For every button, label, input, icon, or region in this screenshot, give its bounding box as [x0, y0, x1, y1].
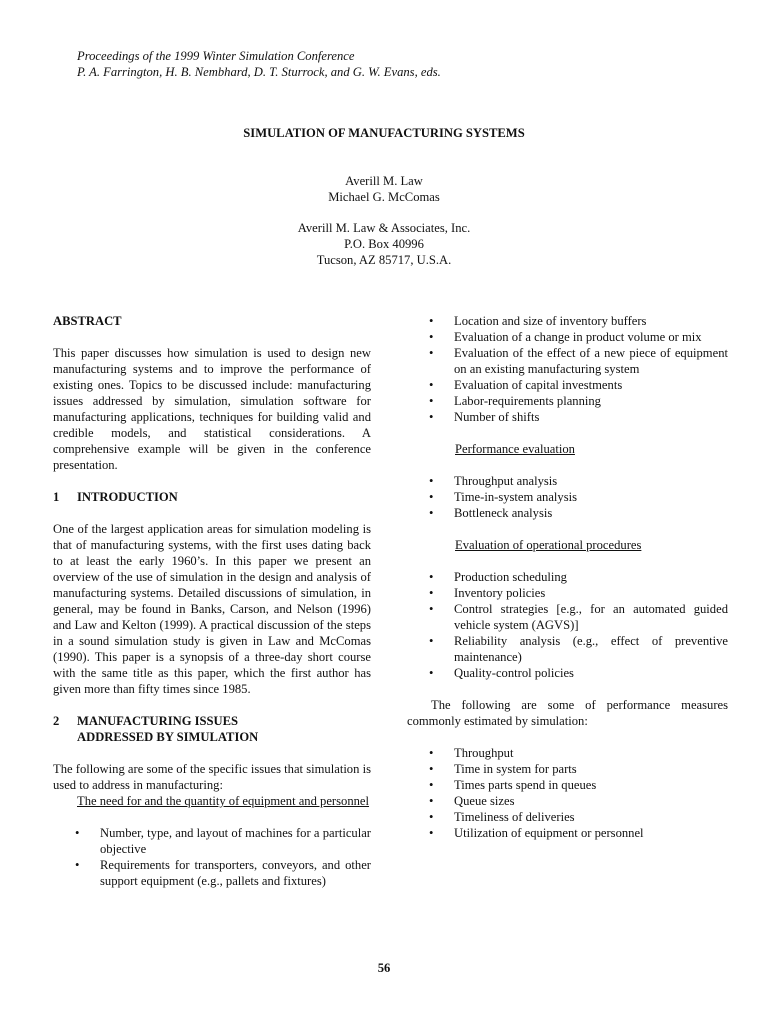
- bullet-icon: •: [75, 826, 80, 840]
- list-item-text: Number, type, and layout of machines for a particular objective: [100, 826, 371, 856]
- bullet-icon: •: [429, 490, 434, 504]
- list-item-text: Control strategies [e.g., for an automated guided vehicle system (AGVS)]: [454, 602, 728, 632]
- bullet-icon: •: [429, 666, 434, 680]
- bullet-icon: •: [75, 858, 80, 872]
- list-item-text: Bottleneck analysis: [454, 506, 553, 520]
- measures-list: [407, 745, 728, 841]
- intro-heading: [53, 489, 371, 505]
- list-item: [407, 345, 728, 377]
- subheading-operational: [407, 537, 728, 553]
- list-item-text: Times parts spend in queues: [454, 778, 597, 792]
- list-item: [407, 809, 728, 825]
- list-item-text: Requirements for transporters, conveyors, and other support equipment (e.g., pallets and fixtures): [100, 858, 371, 888]
- affiliation-line: Tucson, AZ 85717, U.S.A.: [316, 253, 452, 267]
- section2-heading: [53, 713, 371, 745]
- equipment-list: [53, 825, 371, 889]
- list-item-text: Throughput analysis: [454, 474, 558, 488]
- section2-intro-text: The following are some of the specific issues that simulation is used to address in manufacturing:: [53, 762, 371, 792]
- subheading-text: Performance evaluation: [455, 442, 575, 456]
- author-block: [0, 173, 768, 205]
- subheading-text: The need for and the quantity of equipment and personnel: [77, 794, 370, 808]
- bullet-icon: •: [429, 810, 434, 824]
- list-item: [407, 409, 728, 425]
- list-item: [407, 585, 728, 601]
- list-item-text: Throughput: [454, 746, 514, 760]
- list-item-text: Time-in-system analysis: [454, 490, 578, 504]
- list-item: [407, 505, 728, 521]
- bullet-icon: •: [429, 314, 434, 328]
- page-number: 56: [377, 961, 391, 975]
- section-number: 1: [53, 490, 60, 504]
- section-title-line-1: MANUFACTURING ISSUES: [77, 714, 239, 728]
- bullet-icon: •: [429, 778, 434, 792]
- bullet-icon: •: [429, 570, 434, 584]
- list-item: [407, 329, 728, 345]
- section-title: [77, 713, 258, 745]
- subheading-text: Evaluation of operational procedures: [455, 538, 642, 552]
- list-item-text: Location and size of inventory buffers: [454, 314, 647, 328]
- bullet-icon: •: [429, 762, 434, 776]
- abstract-heading: ABSTRACT: [53, 314, 122, 328]
- list-item: [407, 825, 728, 841]
- list-item-text: Reliability analysis (e.g., effect of preventive maintenance): [454, 634, 728, 664]
- affiliation-block: [0, 220, 768, 268]
- paper-title: SIMULATION OF MANUFACTURING SYSTEMS: [243, 126, 525, 140]
- list-item-text: Quality-control policies: [454, 666, 574, 680]
- list-item-text: Number of shifts: [454, 410, 540, 424]
- bullet-icon: •: [429, 506, 434, 520]
- intro-text: One of the largest application areas for simulation modeling is that of manufacturing systems, with the first uses dating back to at least the early 1960’s. In this paper we present an overview of the use of simulation in the design and analysis of manufacturing systems. Detailed discussions of simulation, in general, may be found in Banks, Carson, and Nelson (1996) and Law and Kelton (1999). A practical discussion of the steps in a sound simulation study is given in Law and McComas (1990). This paper is a synopsis of a three-day short course with the same title as this paper, which the first author has given more than fifty times since 1985.: [53, 522, 371, 696]
- bullet-icon: •: [429, 634, 434, 648]
- affiliation-line: P.O. Box 40996: [344, 237, 424, 251]
- list-item: [407, 665, 728, 681]
- bullet-icon: •: [429, 826, 434, 840]
- bullet-icon: •: [429, 602, 434, 616]
- author-name: Michael G. McComas: [328, 190, 440, 204]
- list-item: [407, 569, 728, 585]
- bullet-icon: •: [429, 330, 434, 344]
- subheading-performance: [407, 441, 728, 457]
- list-item-text: Production scheduling: [454, 570, 567, 584]
- list-item: [407, 745, 728, 761]
- proceedings-header: [77, 48, 441, 80]
- list-item: [407, 377, 728, 393]
- section-title-line-2: ADDRESSED BY SIMULATION: [77, 730, 259, 744]
- bullet-icon: •: [429, 474, 434, 488]
- list-item-text: Timeliness of deliveries: [454, 810, 575, 824]
- list-item: [407, 633, 728, 665]
- measures-intro-text: The following are some of performance measures commonly estimated by simulation:: [407, 698, 728, 728]
- left-column: [53, 313, 371, 889]
- bullet-icon: •: [429, 378, 434, 392]
- list-item: [53, 857, 371, 889]
- list-item: [407, 489, 728, 505]
- list-item-text: Labor-requirements planning: [454, 394, 601, 408]
- list-item-text: Inventory policies: [454, 586, 546, 600]
- list-item-text: Time in system for parts: [454, 762, 577, 776]
- list-item: [407, 393, 728, 409]
- bullet-icon: •: [429, 746, 434, 760]
- abstract-text: This paper discusses how simulation is used to design new manufacturing systems and to improve the performance of existing ones. Topics to be discussed include: manufacturing issues addressed by simulation, simulation software for manufacturing applications, techniques for building valid and credible models, and statistical considerations. A comprehensive example will be given in the conference presentation.: [53, 346, 371, 472]
- header-line-2: P. A. Farrington, H. B. Nembhard, D. T. Sturrock, and G. W. Evans, eds.: [77, 65, 441, 79]
- list-item: [53, 825, 371, 857]
- performance-list: [407, 473, 728, 521]
- header-line-1: Proceedings of the 1999 Winter Simulation Conference: [77, 49, 355, 63]
- right-column: [407, 313, 728, 841]
- subheading-equipment: [53, 793, 371, 809]
- section-number: 2: [53, 714, 60, 728]
- operational-list: [407, 569, 728, 681]
- bullet-icon: •: [429, 394, 434, 408]
- list-item-text: Evaluation of a change in product volume or mix: [454, 330, 702, 344]
- bullet-icon: •: [429, 346, 434, 360]
- bullet-icon: •: [429, 794, 434, 808]
- list-item: [407, 761, 728, 777]
- list-item: [407, 793, 728, 809]
- section-title: INTRODUCTION: [77, 490, 178, 504]
- list-item-text: Utilization of equipment or personnel: [454, 826, 644, 840]
- author-name: Averill M. Law: [345, 174, 423, 188]
- list-item: [407, 777, 728, 793]
- list-item-text: Evaluation of capital investments: [454, 378, 623, 392]
- list-item-text: Queue sizes: [454, 794, 515, 808]
- list-item-text: Evaluation of the effect of a new piece of equipment on an existing manufacturing system: [454, 346, 728, 376]
- affiliation-line: Averill M. Law & Associates, Inc.: [297, 221, 471, 235]
- bullet-icon: •: [429, 410, 434, 424]
- list-item: [407, 313, 728, 329]
- equipment-list-continued: [407, 313, 728, 425]
- list-item: [407, 473, 728, 489]
- bullet-icon: •: [429, 586, 434, 600]
- list-item: [407, 601, 728, 633]
